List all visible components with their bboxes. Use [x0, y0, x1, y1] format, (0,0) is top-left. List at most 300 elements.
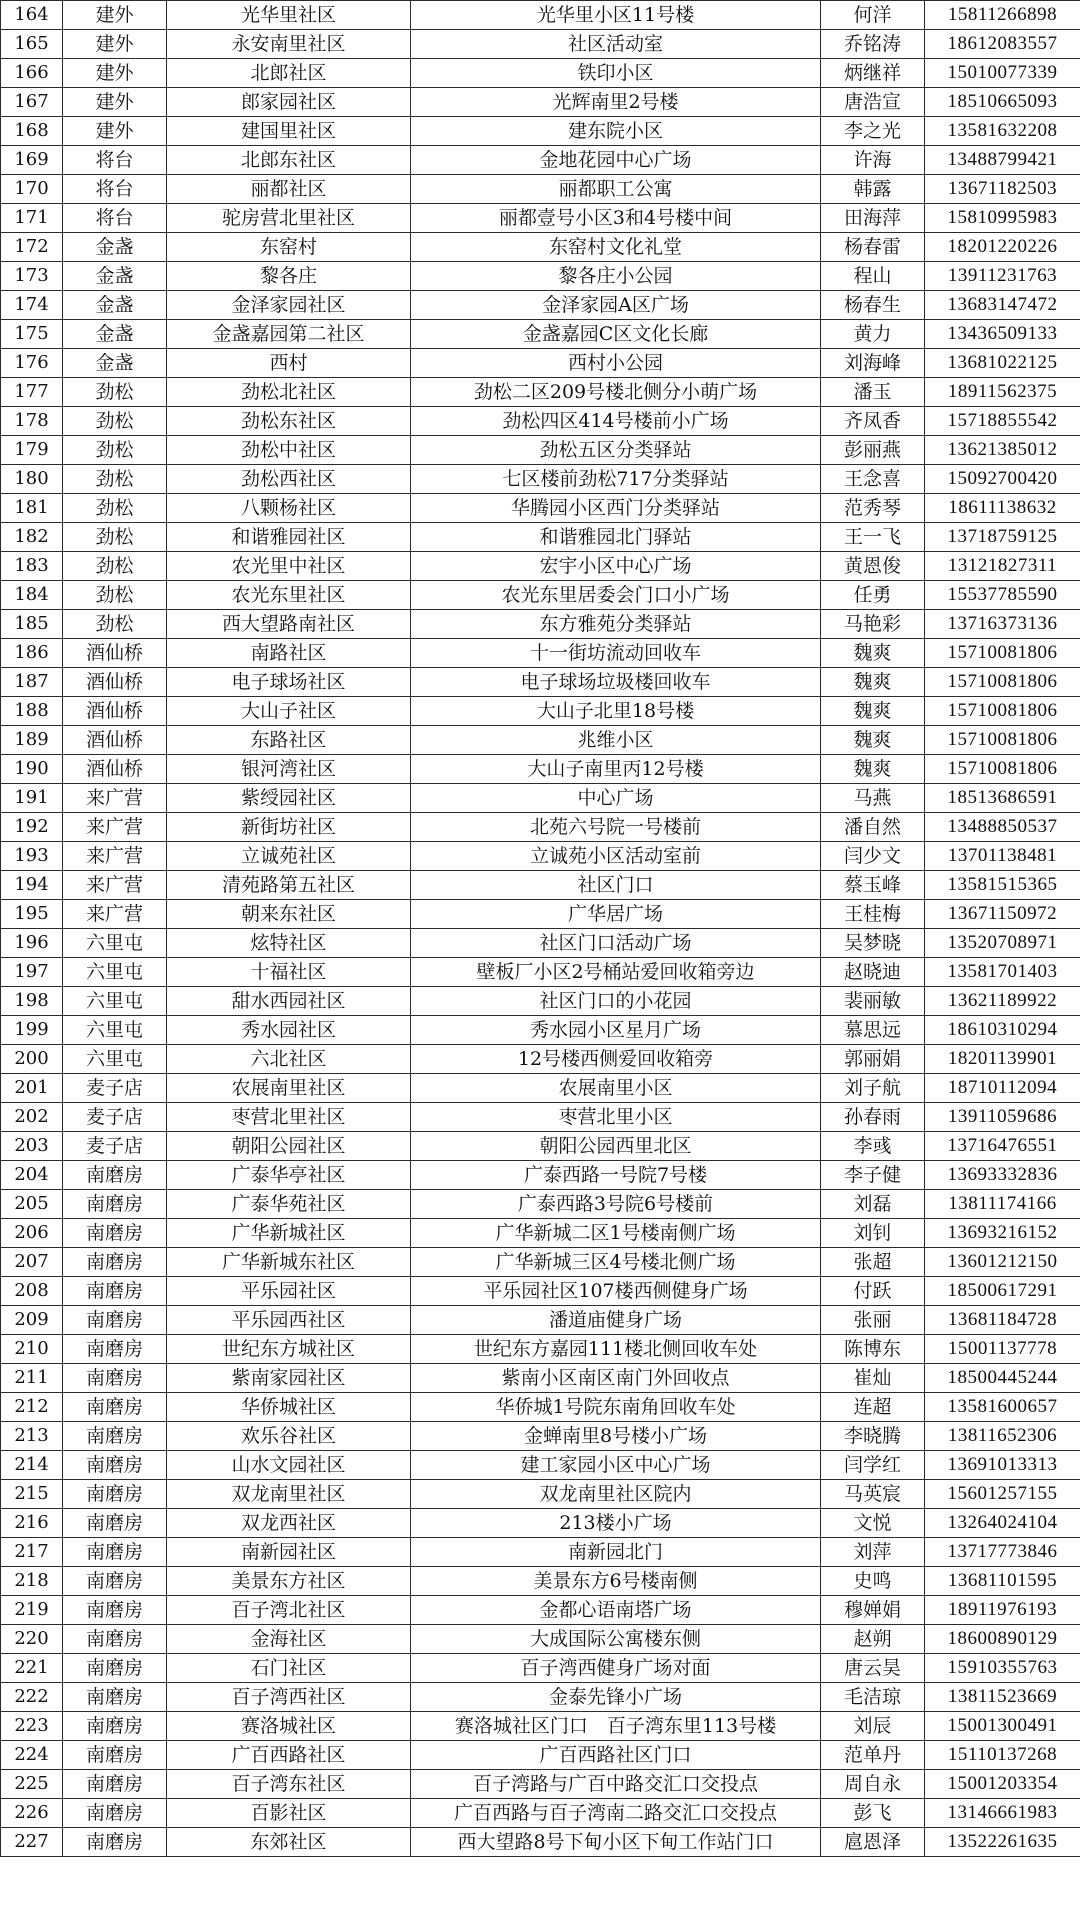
contact-person-cell: 陈博东	[821, 1335, 925, 1364]
community-name-cell: 百子湾东社区	[167, 1770, 411, 1799]
street-name-cell: 建外	[63, 88, 167, 117]
row-number-cell: 200	[1, 1045, 63, 1074]
row-number-cell: 202	[1, 1103, 63, 1132]
street-name-cell: 南磨房	[63, 1190, 167, 1219]
table-row	[1, 1828, 1080, 1857]
community-name-cell: 紫南家园社区	[167, 1364, 411, 1393]
contact-phone-cell: 13718759125	[925, 523, 1080, 552]
collection-location-cell: 农光东里居委会门口小广场	[411, 581, 821, 610]
row-number-cell: 199	[1, 1016, 63, 1045]
community-name-cell: 电子球场社区	[167, 668, 411, 697]
contact-phone-cell: 13716373136	[925, 610, 1080, 639]
collection-location-cell: 金都心语南塔广场	[411, 1596, 821, 1625]
contact-person-cell: 许海	[821, 146, 925, 175]
table-row	[1, 117, 1080, 146]
contact-phone-cell: 15001137778	[925, 1335, 1080, 1364]
street-name-cell: 南磨房	[63, 1393, 167, 1422]
table-row	[1, 291, 1080, 320]
community-name-cell: 百子湾北社区	[167, 1596, 411, 1625]
community-name-cell: 大山子社区	[167, 697, 411, 726]
community-name-cell: 紫绶园社区	[167, 784, 411, 813]
contact-phone-cell: 18911562375	[925, 378, 1080, 407]
collection-location-cell: 12号楼西侧爱回收箱旁	[411, 1045, 821, 1074]
community-name-cell: 丽都社区	[167, 175, 411, 204]
community-name-cell: 南新园社区	[167, 1538, 411, 1567]
contact-person-cell: 范秀琴	[821, 494, 925, 523]
community-name-cell: 朝来东社区	[167, 900, 411, 929]
row-number-cell: 175	[1, 320, 63, 349]
table-row	[1, 1567, 1080, 1596]
street-name-cell: 建外	[63, 30, 167, 59]
row-number-cell: 166	[1, 59, 63, 88]
contact-phone-cell: 15710081806	[925, 639, 1080, 668]
row-number-cell: 226	[1, 1799, 63, 1828]
street-name-cell: 南磨房	[63, 1248, 167, 1277]
table-row	[1, 1277, 1080, 1306]
contact-person-cell: 毛洁琼	[821, 1683, 925, 1712]
table-row	[1, 1480, 1080, 1509]
table-row	[1, 1306, 1080, 1335]
street-name-cell: 南磨房	[63, 1770, 167, 1799]
collection-location-cell: 金地花园中心广场	[411, 146, 821, 175]
row-number-cell: 167	[1, 88, 63, 117]
row-number-cell: 218	[1, 1567, 63, 1596]
contact-phone-cell: 15910355763	[925, 1654, 1080, 1683]
community-name-cell: 甜水西园社区	[167, 987, 411, 1016]
collection-location-cell: 广华新城二区1号楼南侧广场	[411, 1219, 821, 1248]
table-row	[1, 436, 1080, 465]
contact-phone-cell: 15092700420	[925, 465, 1080, 494]
community-name-cell: 金海社区	[167, 1625, 411, 1654]
contact-phone-cell: 18612083557	[925, 30, 1080, 59]
contact-person-cell: 慕思远	[821, 1016, 925, 1045]
collection-location-cell: 劲松五区分类驿站	[411, 436, 821, 465]
contact-person-cell: 付跃	[821, 1277, 925, 1306]
street-name-cell: 南磨房	[63, 1828, 167, 1857]
street-name-cell: 南磨房	[63, 1799, 167, 1828]
table-body	[1, 1, 1080, 1857]
collection-location-cell: 平乐园社区107楼西侧健身广场	[411, 1277, 821, 1306]
community-name-cell: 山水文园社区	[167, 1451, 411, 1480]
table-row	[1, 610, 1080, 639]
table-row	[1, 204, 1080, 233]
table-row	[1, 1625, 1080, 1654]
community-name-cell: 西大望路南社区	[167, 610, 411, 639]
contact-person-cell: 范单丹	[821, 1741, 925, 1770]
contact-person-cell: 乔铭涛	[821, 30, 925, 59]
table-row	[1, 30, 1080, 59]
contact-phone-cell: 15710081806	[925, 668, 1080, 697]
contact-person-cell: 刘磊	[821, 1190, 925, 1219]
table-row	[1, 146, 1080, 175]
row-number-cell: 187	[1, 668, 63, 697]
row-number-cell: 210	[1, 1335, 63, 1364]
table-row	[1, 1016, 1080, 1045]
street-name-cell: 劲松	[63, 407, 167, 436]
row-number-cell: 173	[1, 262, 63, 291]
collection-location-cell: 潘道庙健身广场	[411, 1306, 821, 1335]
community-name-cell: 和谐雅园社区	[167, 523, 411, 552]
community-name-cell: 新街坊社区	[167, 813, 411, 842]
collection-location-cell: 西大望路8号下甸小区下甸工作站门口	[411, 1828, 821, 1857]
row-number-cell: 193	[1, 842, 63, 871]
street-name-cell: 来广营	[63, 871, 167, 900]
contact-person-cell: 黄力	[821, 320, 925, 349]
contact-person-cell: 王桂梅	[821, 900, 925, 929]
table-row	[1, 494, 1080, 523]
table-row	[1, 88, 1080, 117]
table-row	[1, 784, 1080, 813]
street-name-cell: 将台	[63, 146, 167, 175]
contact-phone-cell: 13911059686	[925, 1103, 1080, 1132]
contact-phone-cell: 18610310294	[925, 1016, 1080, 1045]
street-name-cell: 劲松	[63, 494, 167, 523]
collection-location-cell: 壁板厂小区2号桶站爱回收箱旁边	[411, 958, 821, 987]
contact-person-cell: 扈恩泽	[821, 1828, 925, 1857]
contact-person-cell: 程山	[821, 262, 925, 291]
contact-phone-cell: 13811652306	[925, 1422, 1080, 1451]
street-name-cell: 南磨房	[63, 1538, 167, 1567]
collection-location-cell: 立诚苑小区活动室前	[411, 842, 821, 871]
street-name-cell: 南磨房	[63, 1654, 167, 1683]
contact-person-cell: 吴梦晓	[821, 929, 925, 958]
table-row	[1, 958, 1080, 987]
contact-person-cell: 蔡玉峰	[821, 871, 925, 900]
contact-phone-cell: 18911976193	[925, 1596, 1080, 1625]
row-number-cell: 214	[1, 1451, 63, 1480]
contact-phone-cell: 18513686591	[925, 784, 1080, 813]
street-name-cell: 酒仙桥	[63, 668, 167, 697]
community-name-cell: 双龙西社区	[167, 1509, 411, 1538]
contact-phone-cell: 13811174166	[925, 1190, 1080, 1219]
contact-person-cell: 崔灿	[821, 1364, 925, 1393]
contact-phone-cell: 13581701403	[925, 958, 1080, 987]
street-name-cell: 南磨房	[63, 1741, 167, 1770]
street-name-cell: 南磨房	[63, 1712, 167, 1741]
street-name-cell: 南磨房	[63, 1625, 167, 1654]
collection-location-cell: 大山子北里18号楼	[411, 697, 821, 726]
community-name-cell: 广华新城东社区	[167, 1248, 411, 1277]
row-number-cell: 176	[1, 349, 63, 378]
collection-location-cell: 赛洛城社区门口 百子湾东里113号楼	[411, 1712, 821, 1741]
community-name-cell: 枣营北里社区	[167, 1103, 411, 1132]
contact-person-cell: 潘玉	[821, 378, 925, 407]
street-name-cell: 金盏	[63, 349, 167, 378]
contact-person-cell: 何洋	[821, 1, 925, 30]
row-number-cell: 168	[1, 117, 63, 146]
community-name-cell: 双龙南里社区	[167, 1480, 411, 1509]
community-name-cell: 世纪东方城社区	[167, 1335, 411, 1364]
community-name-cell: 农光东里社区	[167, 581, 411, 610]
street-name-cell: 六里屯	[63, 929, 167, 958]
row-number-cell: 180	[1, 465, 63, 494]
community-name-cell: 广泰华亭社区	[167, 1161, 411, 1190]
community-name-cell: 农光里中社区	[167, 552, 411, 581]
contact-person-cell: 刘海峰	[821, 349, 925, 378]
row-number-cell: 223	[1, 1712, 63, 1741]
row-number-cell: 189	[1, 726, 63, 755]
contact-phone-cell: 18201139901	[925, 1045, 1080, 1074]
collection-location-cell: 十一街坊流动回收车	[411, 639, 821, 668]
collection-location-cell: 中心广场	[411, 784, 821, 813]
collection-location-cell: 劲松四区414号楼前小广场	[411, 407, 821, 436]
contact-phone-cell: 13581632208	[925, 117, 1080, 146]
row-number-cell: 227	[1, 1828, 63, 1857]
table-row	[1, 1074, 1080, 1103]
table-row	[1, 552, 1080, 581]
community-name-cell: 北郎社区	[167, 59, 411, 88]
contact-person-cell: 赵晓迪	[821, 958, 925, 987]
row-number-cell: 188	[1, 697, 63, 726]
community-name-cell: 金泽家园社区	[167, 291, 411, 320]
contact-phone-cell: 13693332836	[925, 1161, 1080, 1190]
table-row	[1, 175, 1080, 204]
street-name-cell: 劲松	[63, 436, 167, 465]
street-name-cell: 六里屯	[63, 1045, 167, 1074]
collection-location-cell: 金泽家园A区广场	[411, 291, 821, 320]
table-row	[1, 1335, 1080, 1364]
row-number-cell: 205	[1, 1190, 63, 1219]
street-name-cell: 麦子店	[63, 1103, 167, 1132]
table-row	[1, 581, 1080, 610]
collection-location-cell: 社区门口活动广场	[411, 929, 821, 958]
table-row	[1, 59, 1080, 88]
contact-person-cell: 刘钊	[821, 1219, 925, 1248]
contact-person-cell: 张超	[821, 1248, 925, 1277]
community-name-cell: 赛洛城社区	[167, 1712, 411, 1741]
street-name-cell: 酒仙桥	[63, 726, 167, 755]
collection-location-cell: 社区活动室	[411, 30, 821, 59]
contact-phone-cell: 13581515365	[925, 871, 1080, 900]
collection-location-cell: 大山子南里丙12号楼	[411, 755, 821, 784]
contact-phone-cell: 15718855542	[925, 407, 1080, 436]
table-row	[1, 1451, 1080, 1480]
table-row	[1, 1741, 1080, 1770]
collection-location-cell: 广泰西路一号院7号楼	[411, 1161, 821, 1190]
contact-person-cell: 魏爽	[821, 639, 925, 668]
row-number-cell: 192	[1, 813, 63, 842]
community-name-cell: 欢乐谷社区	[167, 1422, 411, 1451]
contact-person-cell: 潘自然	[821, 813, 925, 842]
street-name-cell: 劲松	[63, 610, 167, 639]
contact-phone-cell: 15010077339	[925, 59, 1080, 88]
community-name-cell: 秀水园社区	[167, 1016, 411, 1045]
contact-phone-cell: 13911231763	[925, 262, 1080, 291]
contact-person-cell: 杨春生	[821, 291, 925, 320]
collection-location-cell: 百子湾西健身广场对面	[411, 1654, 821, 1683]
community-name-cell: 十福社区	[167, 958, 411, 987]
row-number-cell: 191	[1, 784, 63, 813]
contact-person-cell: 杨春雷	[821, 233, 925, 262]
contact-phone-cell: 15110137268	[925, 1741, 1080, 1770]
table-row	[1, 262, 1080, 291]
table-row	[1, 1, 1080, 30]
row-number-cell: 179	[1, 436, 63, 465]
table-row	[1, 1538, 1080, 1567]
row-number-cell: 196	[1, 929, 63, 958]
contact-person-cell: 魏爽	[821, 755, 925, 784]
contact-phone-cell: 15001203354	[925, 1770, 1080, 1799]
contact-phone-cell: 18201220226	[925, 233, 1080, 262]
collection-location-cell: 南新园北门	[411, 1538, 821, 1567]
contact-phone-cell: 15537785590	[925, 581, 1080, 610]
contact-phone-cell: 13811523669	[925, 1683, 1080, 1712]
community-name-cell: 广华新城社区	[167, 1219, 411, 1248]
contact-phone-cell: 13121827311	[925, 552, 1080, 581]
collection-location-cell: 丽都职工公寓	[411, 175, 821, 204]
collection-location-cell: 广百西路社区门口	[411, 1741, 821, 1770]
community-name-cell: 金盏嘉园第二社区	[167, 320, 411, 349]
contact-phone-cell: 18500445244	[925, 1364, 1080, 1393]
table-row	[1, 929, 1080, 958]
row-number-cell: 185	[1, 610, 63, 639]
table-row	[1, 755, 1080, 784]
collection-location-cell: 光辉南里2号楼	[411, 88, 821, 117]
contact-person-cell: 刘辰	[821, 1712, 925, 1741]
contact-person-cell: 马英宸	[821, 1480, 925, 1509]
contact-person-cell: 穆婵娟	[821, 1596, 925, 1625]
contact-phone-cell: 13488799421	[925, 146, 1080, 175]
contact-person-cell: 魏爽	[821, 668, 925, 697]
table-row	[1, 726, 1080, 755]
contact-person-cell: 任勇	[821, 581, 925, 610]
community-name-cell: 劲松中社区	[167, 436, 411, 465]
contact-person-cell: 炳继祥	[821, 59, 925, 88]
street-name-cell: 南磨房	[63, 1335, 167, 1364]
contact-phone-cell: 13681022125	[925, 349, 1080, 378]
collection-location-cell: 兆维小区	[411, 726, 821, 755]
community-name-cell: 光华里社区	[167, 1, 411, 30]
collection-location-cell: 金蝉南里8号楼小广场	[411, 1422, 821, 1451]
contact-person-cell: 李子健	[821, 1161, 925, 1190]
street-name-cell: 劲松	[63, 581, 167, 610]
table-row	[1, 1190, 1080, 1219]
street-name-cell: 麦子店	[63, 1132, 167, 1161]
contact-phone-cell: 13691013313	[925, 1451, 1080, 1480]
collection-location-cell: 大成国际公寓楼东侧	[411, 1625, 821, 1654]
row-number-cell: 169	[1, 146, 63, 175]
street-name-cell: 来广营	[63, 842, 167, 871]
table-row	[1, 1799, 1080, 1828]
row-number-cell: 201	[1, 1074, 63, 1103]
row-number-cell: 225	[1, 1770, 63, 1799]
community-name-cell: 八颗杨社区	[167, 494, 411, 523]
table-row	[1, 349, 1080, 378]
street-name-cell: 南磨房	[63, 1480, 167, 1509]
contact-phone-cell: 15811266898	[925, 1, 1080, 30]
contact-person-cell: 孙春雨	[821, 1103, 925, 1132]
street-name-cell: 劲松	[63, 378, 167, 407]
street-name-cell: 麦子店	[63, 1074, 167, 1103]
collection-location-cell: 秀水园小区星月广场	[411, 1016, 821, 1045]
contact-phone-cell: 13621385012	[925, 436, 1080, 465]
community-name-cell: 南路社区	[167, 639, 411, 668]
contact-phone-cell: 18500617291	[925, 1277, 1080, 1306]
community-name-cell: 石门社区	[167, 1654, 411, 1683]
row-number-cell: 194	[1, 871, 63, 900]
row-number-cell: 221	[1, 1654, 63, 1683]
contact-phone-cell: 13701138481	[925, 842, 1080, 871]
table-row	[1, 1422, 1080, 1451]
contact-phone-cell: 13264024104	[925, 1509, 1080, 1538]
community-name-cell: 郎家园社区	[167, 88, 411, 117]
contact-person-cell: 史鸣	[821, 1567, 925, 1596]
street-name-cell: 劲松	[63, 552, 167, 581]
collection-location-cell: 建东院小区	[411, 117, 821, 146]
row-number-cell: 209	[1, 1306, 63, 1335]
community-name-cell: 六北社区	[167, 1045, 411, 1074]
row-number-cell: 171	[1, 204, 63, 233]
contact-phone-cell: 13581600657	[925, 1393, 1080, 1422]
street-name-cell: 南磨房	[63, 1306, 167, 1335]
community-name-cell: 黎各庄	[167, 262, 411, 291]
contact-person-cell: 唐浩宣	[821, 88, 925, 117]
contact-person-cell: 连超	[821, 1393, 925, 1422]
street-name-cell: 南磨房	[63, 1596, 167, 1625]
community-name-cell: 朝阳公园社区	[167, 1132, 411, 1161]
contact-phone-cell: 15710081806	[925, 726, 1080, 755]
street-name-cell: 酒仙桥	[63, 639, 167, 668]
community-name-cell: 劲松西社区	[167, 465, 411, 494]
contact-person-cell: 魏爽	[821, 726, 925, 755]
contact-phone-cell: 18600890129	[925, 1625, 1080, 1654]
street-name-cell: 南磨房	[63, 1277, 167, 1306]
table-row	[1, 1393, 1080, 1422]
street-name-cell: 酒仙桥	[63, 755, 167, 784]
community-name-cell: 东路社区	[167, 726, 411, 755]
street-name-cell: 建外	[63, 59, 167, 88]
collection-location-cell: 华腾园小区西门分类驿站	[411, 494, 821, 523]
street-name-cell: 金盏	[63, 233, 167, 262]
community-name-cell: 百子湾西社区	[167, 1683, 411, 1712]
street-name-cell: 劲松	[63, 523, 167, 552]
community-name-cell: 劲松北社区	[167, 378, 411, 407]
street-name-cell: 建外	[63, 1, 167, 30]
row-number-cell: 177	[1, 378, 63, 407]
table-row	[1, 1770, 1080, 1799]
community-name-cell: 西村	[167, 349, 411, 378]
contact-phone-cell: 15601257155	[925, 1480, 1080, 1509]
contact-person-cell: 张丽	[821, 1306, 925, 1335]
street-name-cell: 南磨房	[63, 1364, 167, 1393]
row-number-cell: 195	[1, 900, 63, 929]
collection-location-cell: 社区门口	[411, 871, 821, 900]
collection-location-cell: 朝阳公园西里北区	[411, 1132, 821, 1161]
street-name-cell: 南磨房	[63, 1161, 167, 1190]
table-row	[1, 465, 1080, 494]
contact-person-cell: 黄恩俊	[821, 552, 925, 581]
collection-location-cell: 东窑村文化礼堂	[411, 233, 821, 262]
row-number-cell: 212	[1, 1393, 63, 1422]
row-number-cell: 183	[1, 552, 63, 581]
table-row	[1, 1364, 1080, 1393]
street-name-cell: 来广营	[63, 900, 167, 929]
row-number-cell: 184	[1, 581, 63, 610]
street-name-cell: 南磨房	[63, 1219, 167, 1248]
collection-location-cell: 黎各庄小公园	[411, 262, 821, 291]
collection-location-cell: 双龙南里社区院内	[411, 1480, 821, 1509]
table-row	[1, 1248, 1080, 1277]
contact-person-cell: 李晓腾	[821, 1422, 925, 1451]
community-name-cell: 农展南里社区	[167, 1074, 411, 1103]
community-name-cell: 炫特社区	[167, 929, 411, 958]
contact-phone-cell: 15710081806	[925, 755, 1080, 784]
contact-phone-cell: 13671182503	[925, 175, 1080, 204]
row-number-cell: 217	[1, 1538, 63, 1567]
contact-phone-cell: 13146661983	[925, 1799, 1080, 1828]
table-row	[1, 523, 1080, 552]
community-name-cell: 清苑路第五社区	[167, 871, 411, 900]
